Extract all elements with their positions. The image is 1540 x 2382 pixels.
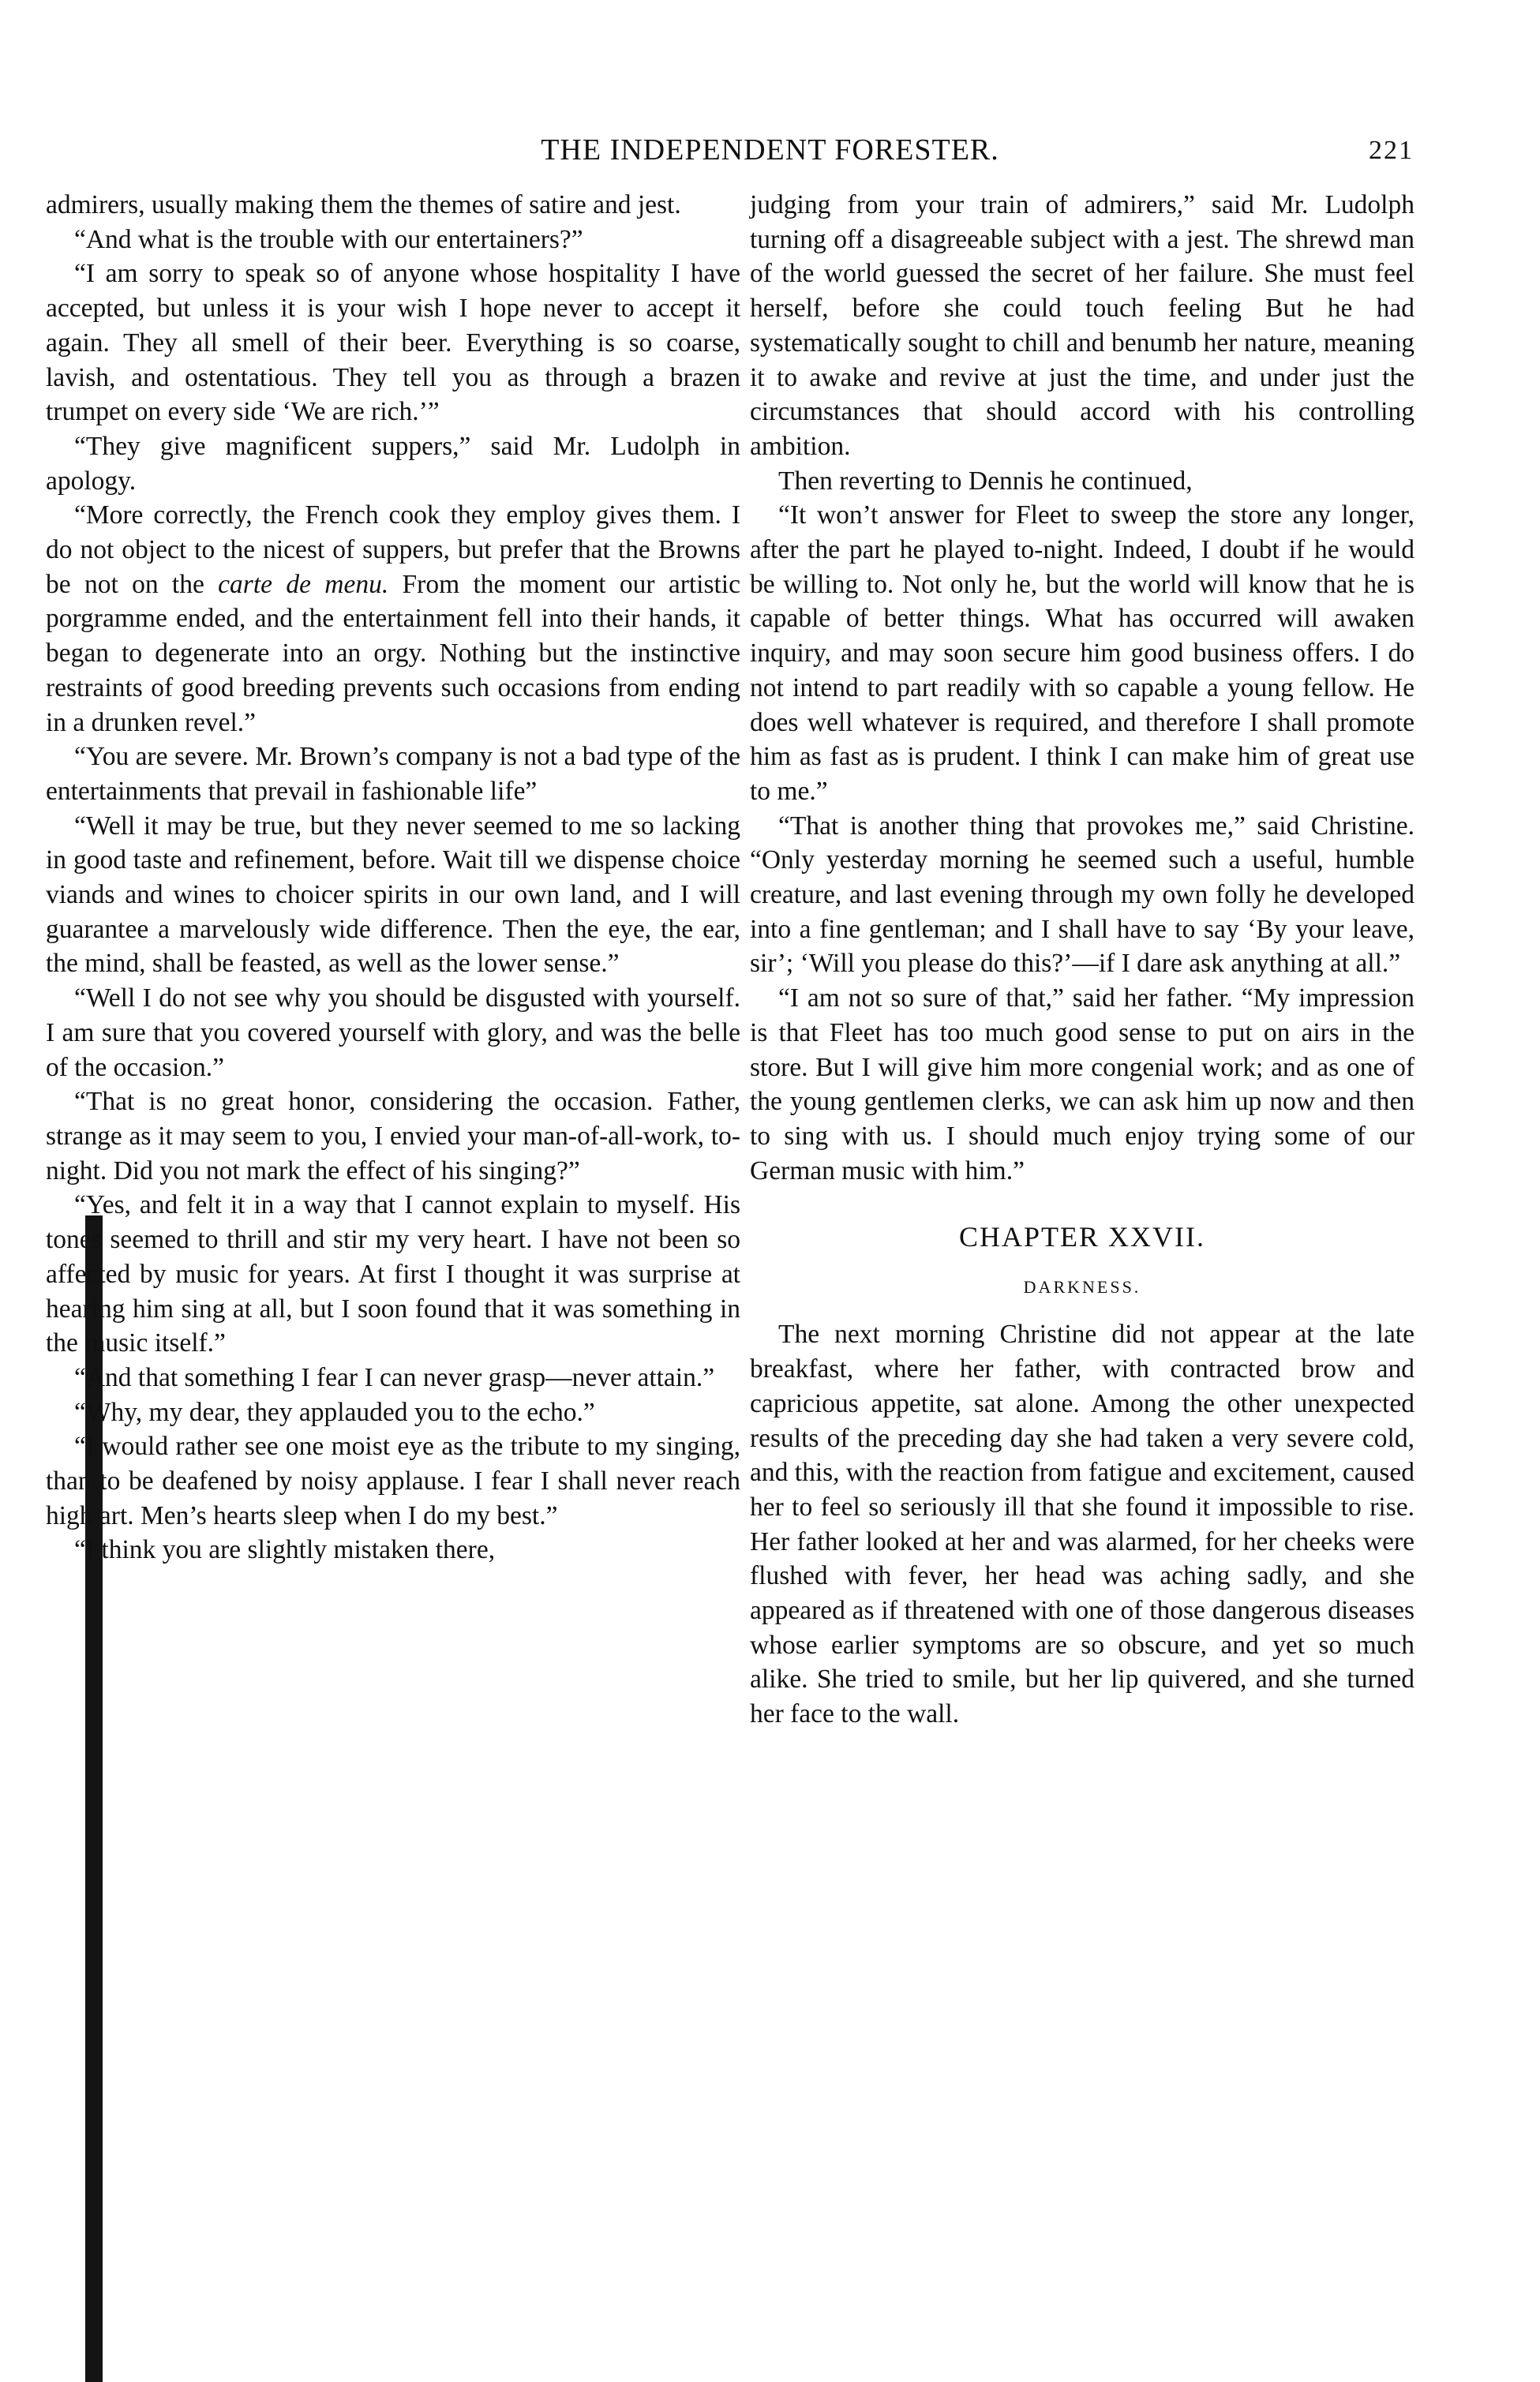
paragraph: “I am not so sure of that,” said her father. “My impression is that Fleet has too much good sense to put on airs in the store. But I will give him more congenial work; and as one of the young gentlemen clerks, we can ask him up now and then to sing with us. I should much enjoy trying some of our German music with him.”	[750, 983, 1414, 1185]
italic-phrase: carte de menu.	[218, 569, 389, 599]
running-title: THE INDEPENDENT FORESTER.	[541, 133, 999, 167]
paragraph-text: From the moment our artistic porgramme ended, and the entertainment fell into their hands, it began to degenerate into an orgy. Nothing but the instinctive restraints of good breeding prevents such occasions from ending in a drunken revel.”	[46, 569, 740, 737]
paragraph: “Well I do not see why you should be disgusted with yourself. I am sure that you covered yourself with glory, and was the belle of the occasion.”	[46, 983, 740, 1082]
paragraph: “I would rather see one moist eye as the tribute to my singing, than to be deafened by noisy applause. I fear I shall never reach high art. Men’s hearts sleep when I do my best.”	[46, 1432, 740, 1530]
paragraph: “Well it may be true, but they never seemed to me so lacking in good taste and refinement, before. Wait till we dispense choice viands and wines to choicer spirits in our own land, and I will guarantee a marvelously wide difference. Then the eye, the ear, the mind, shall be feasted, as well as the lower sense.”	[46, 811, 740, 979]
paragraph: “You are severe. Mr. Brown’s company is not a bad type of the entertainments that prevail in fashionable life”	[46, 742, 740, 806]
paragraph: “Why, my dear, they applauded you to the echo.”	[74, 1397, 595, 1427]
paragraph: “I think you are slightly mistaken there,	[74, 1535, 496, 1565]
right-column	[750, 188, 1414, 1732]
paragraph: Then reverting to Dennis he continued,	[778, 466, 1193, 496]
paragraph: “They give magnificent suppers,” said Mr. Ludolph in apology.	[46, 431, 740, 496]
paragraph: “I am sorry to speak so of anyone whose hospitality I have accepted, but unless it is your wish I hope never to accept it again. They all smell of their beer. Everything is so coarse, lavish, and ostentatious. They tell you as through a brazen trumpet on every side ‘We are rich.’”	[46, 259, 740, 427]
paragraph: “That is another thing that provokes me,” said Christine. “Only yesterday morning he seemed such a useful, humble creature, and last evening through my own folly he developed into a fine gentleman; and I shall have to say ‘By your leave, sir’; ‘Will you please do this?’—if I dare ask anything at all.”	[750, 811, 1414, 979]
paragraph: “And that something I fear I can never grasp—never attain.”	[74, 1362, 715, 1392]
paragraph	[46, 498, 740, 740]
chapter-heading: CHAPTER XXVII.	[959, 1221, 1205, 1253]
left-column	[46, 188, 740, 1567]
chapter-subtitle: DARKNESS.	[1023, 1277, 1141, 1298]
paragraph: judging from your train of admirers,” said Mr. Ludolph turning off a disagreeable subject with a jest. The shrewd man of the world guessed the secret of her failure. She must feel herself, before she could touch feeling But he had systematically sought to chill and benumb her nature, meaning it to awake and revive at just the time, and under just the circumstances that should accord with his controlling ambition.	[750, 190, 1414, 461]
page-number: 221	[1369, 136, 1414, 165]
page-header	[0, 125, 1540, 172]
paragraph: “Yes, and felt it in a way that I cannot explain to myself. His tones seemed to thrill and stir my very heart. I have not been so affected by music for years. At first I thought it was surprise at hearing him sing at all, but I soon found that it was something in the music itself.”	[46, 1190, 740, 1358]
paragraph: “And what is the trouble with our entertainers?”	[74, 224, 583, 254]
paragraph: admirers, usually making them the themes of satire and jest.	[46, 190, 681, 219]
paragraph: “That is no great honor, considering the occasion. Father, strange as it may seem to you, I envied your man-of-all-work, to-night. Did you not mark the effect of his singing?”	[46, 1087, 740, 1185]
paragraph: “It won’t answer for Fleet to sweep the store any longer, after the part he played to-night. Indeed, I doubt if he would be willing to. Not only he, but the world will know that he is capable of better things. What has occurred will awaken inquiry, and may soon secure him good business offers. I do not intend to part readily with so capable a young fellow. He does well whatever is required, and therefore I shall promote him as fast as is prudent. I think I can make him of great use to me.”	[750, 500, 1414, 806]
paragraph-text: “More correctly, the French cook they employ gives them. I do not object to the nicest of suppers, but prefer that the Browns be not on the	[46, 500, 740, 599]
paragraph: The next morning Christine did not appear at the late breakfast, where her father, with contracted brow and capricious appetite, sat alone. Among the other unexpected results of the preceding day she had taken a very severe cold, and this, with the reaction from fatigue and excitement, caused her to feel so seriously ill that she found it impossible to rise. Her father looked at her and was alarmed, for her cheeks were flushed with fever, her head was aching sadly, and she appeared as if threatened with one of those dangerous diseases whose earlier symptoms are so obscure, and yet so much alike. She tried to smile, but her lip quivered, and she turned her face to the wall.	[750, 1320, 1414, 1729]
